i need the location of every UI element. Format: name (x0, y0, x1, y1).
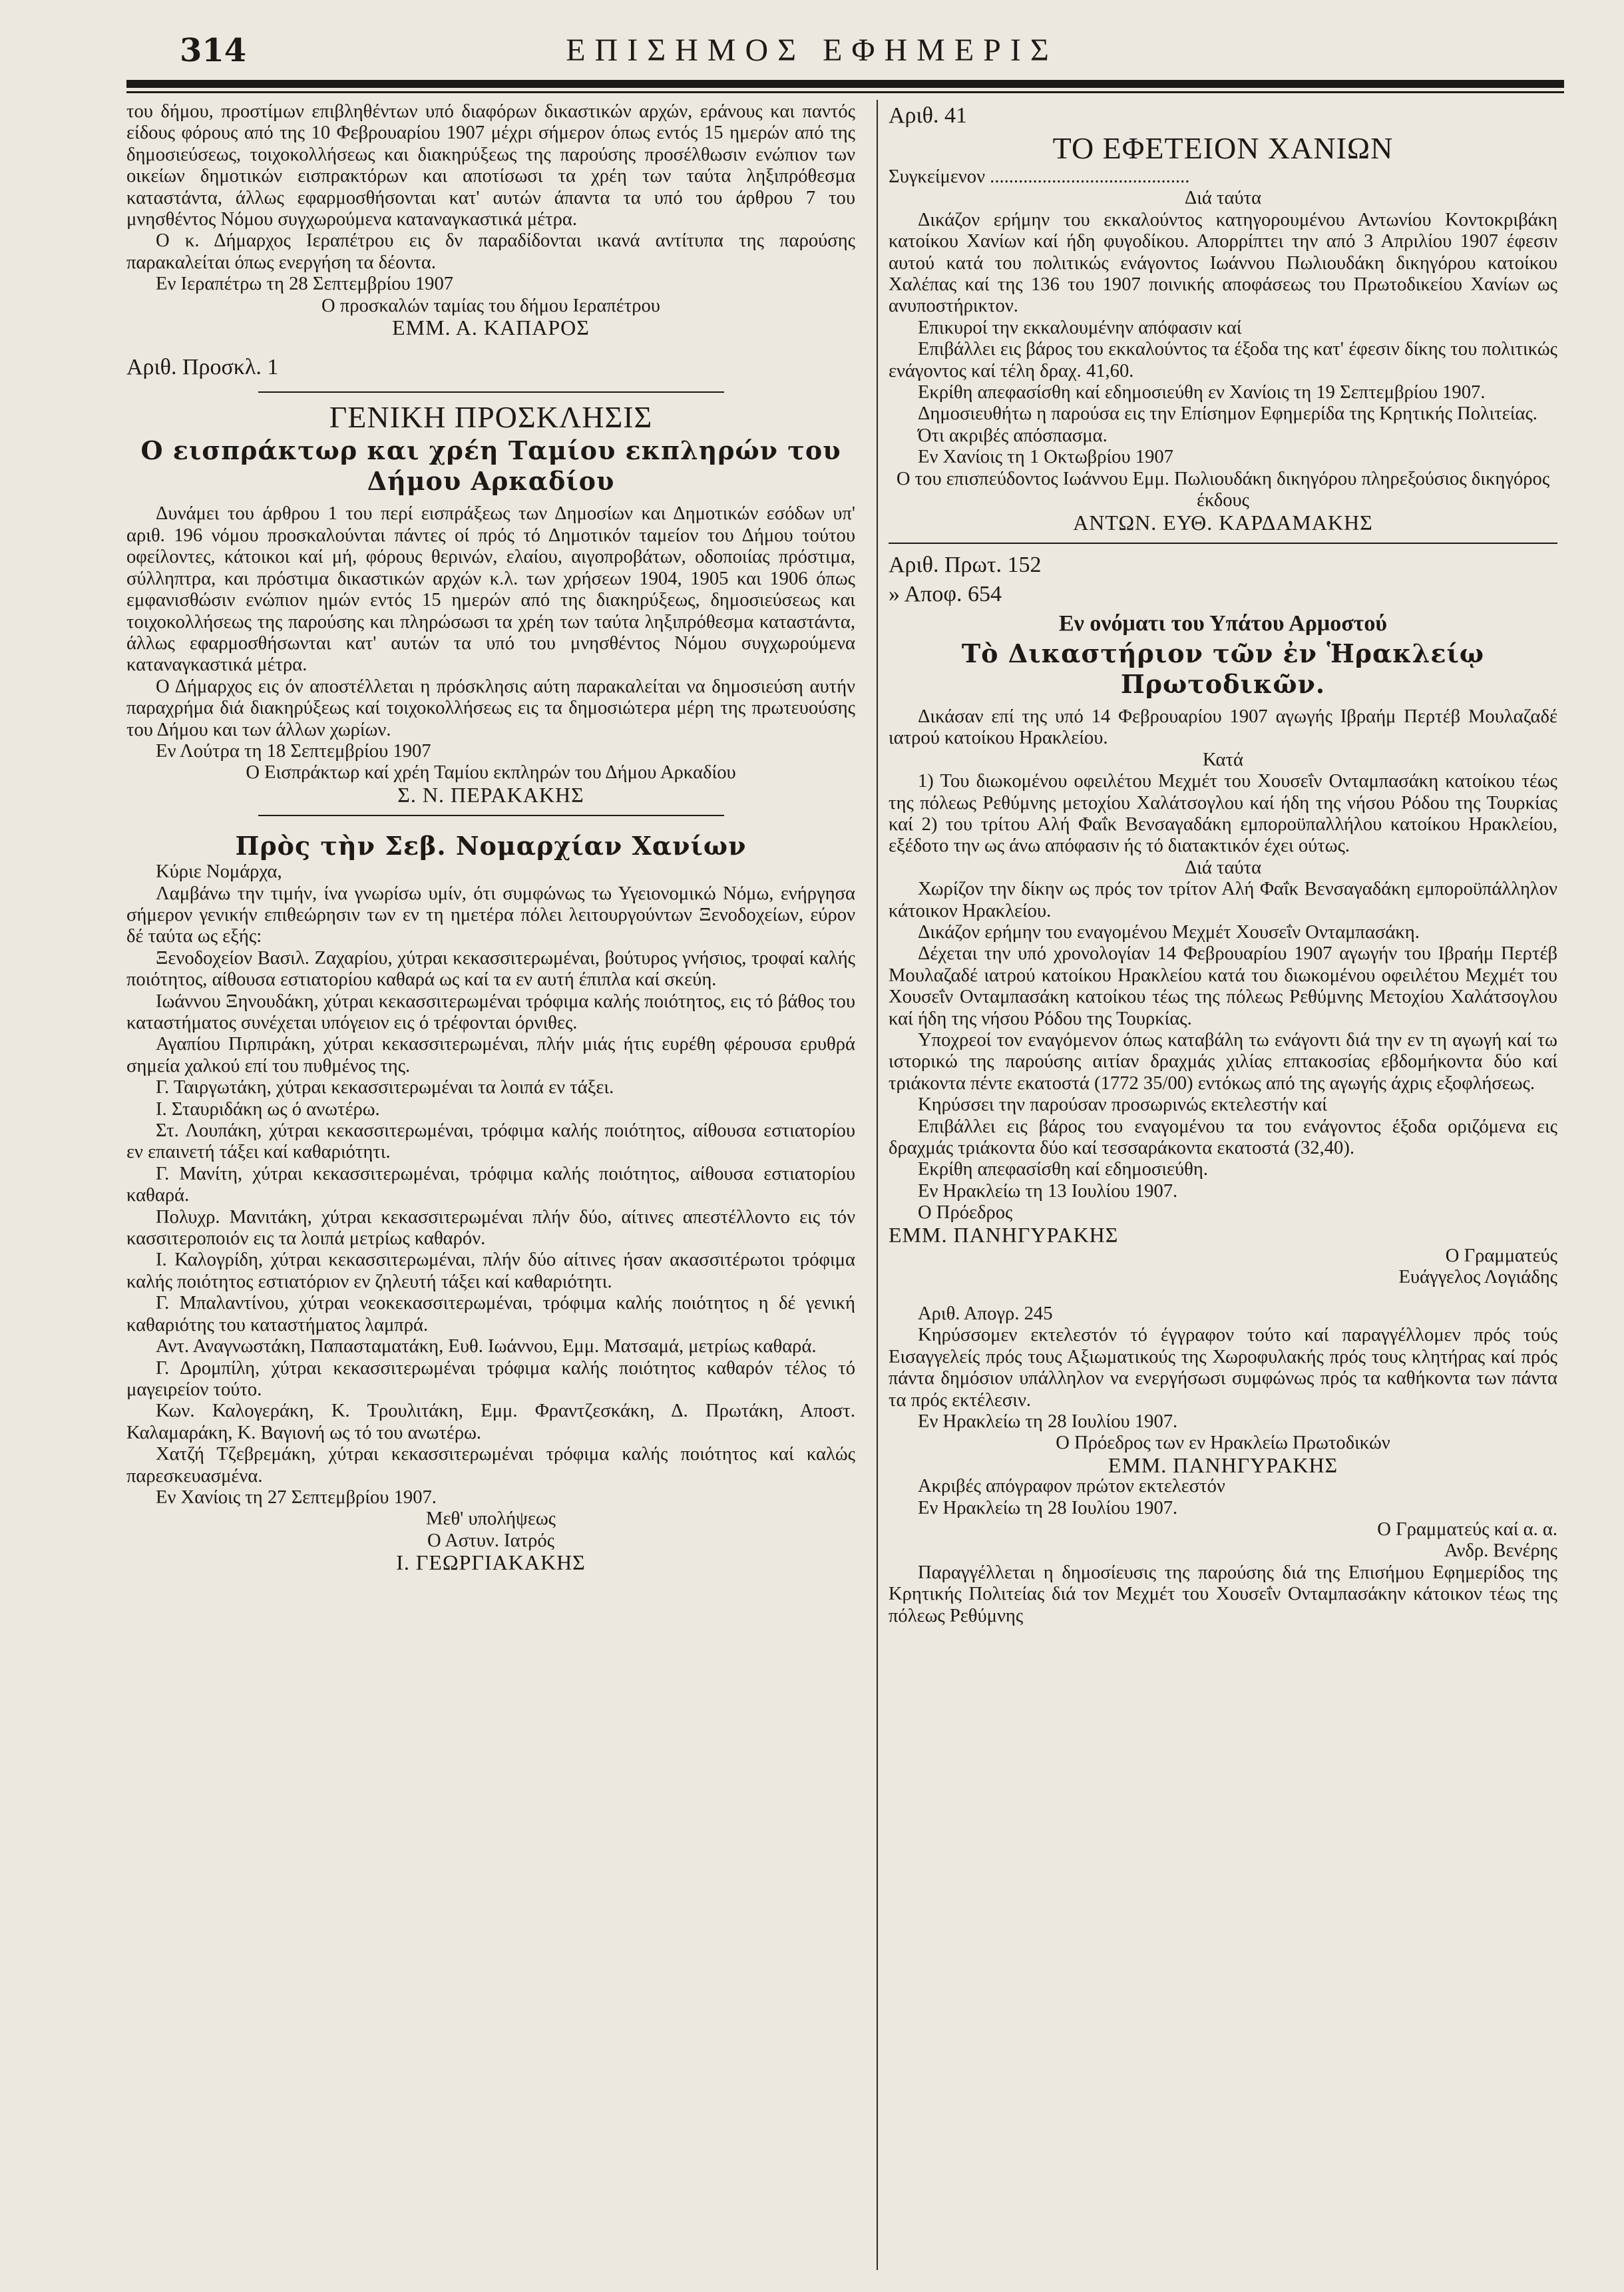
reference-number: Αριθ. 41 (889, 103, 967, 128)
paragraph: Επιβάλλει εις βάρος του εκκαλούντος τα έξοδα της κατ' έφεσιν δίκης του πολιτικώς ενάγοντος καί τέλη δραχ. 41,60. (889, 339, 1557, 381)
signatory-name: ΕΜΜ. ΠΑΝΗΓΥΡΑΚΗΣ (1108, 1453, 1338, 1477)
column-divider (877, 100, 878, 2270)
date-line: Εν Λούτρα τη 18 Σεπτεμβρίου 1907 (156, 740, 431, 762)
paragraph: Επιβάλλει εις βάρος του εναγομένου τα του ενάγοντος έξοδα οριζόμενα εις δραχμάς τριάκοντα δύο καί τεσσαράκοντα εκατοστά (32,40). (889, 1116, 1557, 1159)
signatory-title: Ο προσκαλών ταμίας του δήμου Ιεραπέτρου (321, 295, 660, 316)
reference-number: » Αποφ. 654 (889, 581, 1002, 606)
paragraph: Ιωάννου Ξηνουδάκη, χύτραι κεκασσιτερωμέναι τρόφιμα καλής ποιότητος, εις τό βάθος του καταστήματος συνέχεται υπόγειον εις ό τρέφονται όρνιθες. (126, 991, 855, 1033)
paragraph: Γ. Ταιργωτάκη, χύτραι κεκασσιτερωμέναι τα λοιπά εν τάξει. (156, 1077, 614, 1098)
date-line: Εν Ιεραπέτρω τη 28 Σεπτεμβρίου 1907 (156, 274, 454, 295)
reference-number: Αριθ. Πρωτ. 152 (889, 552, 1042, 577)
paragraph: Γ. Δρομπίλη, χύτραι κεκασσιτερωμέναι τρόφιμα καλής ποιότητος καθαρόν τέλος τό μαγειρείον τούτο. (126, 1357, 855, 1400)
paragraph: Ακριβές απόγραφον πρώτον εκτελεστόν (918, 1476, 1225, 1497)
paragraph: Κηρύσσει την παρούσαν προσωρινώς εκτελεστήν καί (918, 1094, 1327, 1116)
paragraph: Επικυροί την εκκαλουμένην απόφασιν καί (918, 317, 1242, 338)
page-number: 314 (180, 32, 247, 69)
paragraph: Ο κ. Δήμαρχος Ιεραπέτρου εις δν παραδίδονται ικανά αντίτυπα της παρούσης παρακαλείται όπως ενεργήση τα δέοντα. (126, 230, 855, 273)
signatory-title: Ο Γραμματεύς (1445, 1246, 1557, 1267)
invocation: Εν ονόματι του Υπάτου Αρμοστού (1058, 610, 1388, 636)
paragraph: Ι. Καλογρίδη, χύτραι κεκασσιτερωμέναι, πλήν δύο αίτινες ήσαν ακασσιτέρωτοι τρόφιμα καλής ποιότητος εστιατόριον εν ζηλευτή τάξει καί καθαριότητι. (126, 1250, 855, 1292)
paragraph: Εκρίθη απεφασίσθη καί εδημοσιεύθη. (918, 1159, 1208, 1180)
paragraph: Παραγγέλλεται η δημοσίευσις της παρούσης διά της Επισήμου Εφημερίδος της Κρητικής Πολιτείας διά τον Μεχμέτ του Χουσεΐν Ονταμπασάκην κάτοικον τέως της πόλεως Ρεθύμνης (889, 1562, 1557, 1626)
paragraph: Γ. Μανίτη, χύτραι κεκασσιτερωμέναι, τρόφιμα καλής ποιότητος, αίθουσα εστιατορίου καθαρά. (126, 1163, 855, 1206)
date-line: Εν Χανίοις τη 27 Σεπτεμβρίου 1907. (156, 1487, 437, 1508)
salutation: Κύριε Νομάρχα, (156, 861, 282, 883)
paragraph: Αντ. Αναγνωστάκη, Παπασταματάκη, Ευθ. Ιωάννου, Εμμ. Ματσαμά, μετρίως καθαρά. (156, 1336, 817, 1357)
date-line: Εν Ηρακλείω τη 28 Ιουλίου 1907. (918, 1411, 1178, 1432)
paragraph: Γ. Μπαλαντίνου, χύτραι νεοκεκασσιτερωμέναι, τρόφιμα καλής ποιότητος η δέ γενική καθαριότης του καταστήματος λαμπρά. (126, 1293, 855, 1335)
subheading: Κατά (1202, 749, 1244, 770)
paragraph: Υποχρεοί τον εναγόμενον όπως καταβάλη τω ενάγοντι διά την εν τη αγωγή καί τω ιστορικώ της παρούσης αιτίαν δραχμάς χιλίας επτακοσίας εβδομήκοντα δύο καί τριάκοντα πέντε εκατοστά (1772 35/00) εντόκως από της αγωγής άχρις εξοφλήσεως. (889, 1030, 1557, 1094)
paragraph: Ι. Σταυριδάκη ως ό ανωτέρω. (156, 1098, 380, 1120)
paragraph: Δικάσαν επί της υπό 14 Φεβρουαρίου 1907 αγωγής Ιβραήμ Περτέβ Μουλαζαδέ ιατρού κατοίκου Ηρακλείου. (889, 706, 1557, 749)
paragraph: Χωρίζον την δίκην ως πρός τον τρίτον Αλή Φαΐκ Βενσαγαδάκη εμποροϋπάλληλον κάτοικον Ηρακλείου. (889, 879, 1557, 921)
signatory-name: Ευάγγελος Λογιάδης (1398, 1267, 1557, 1288)
subheading: Διά ταύτα (1184, 188, 1262, 209)
signatory-title: Ο Αστυν. Ιατρός (427, 1530, 555, 1551)
signatory-name: Ι. ΓΕΩΡΓΙΑΚΑΚΗΣ (396, 1550, 586, 1575)
subheading: Διά ταύτα (1184, 857, 1262, 878)
left-column (126, 101, 855, 1574)
paragraph: Ότι ακριβές απόσπασμα. (918, 425, 1108, 446)
signatory-title: Ο Πρόεδρος (918, 1202, 1013, 1224)
header-rule-thin (126, 91, 1564, 93)
date-line: Εν Χανίοις τη 1 Οκτωβρίου 1907 (918, 447, 1173, 468)
paragraph: του δήμου, προστίμων επιβληθέντων υπό διαφόρων δικαστικών αρχών, εράνους και παντός είδους φόρους από της 10 Φεβρουαρίου 1907 μέχρι σήμερον όπως εντός 15 ημερών από της δημοσιεύσεως, τοιχοκολλήσεως και διακηρύξεως της παρούσης προσέλθωσιν ενώπιον των οικείων δημοτικών εισπρακτόρων και αποτίσωσι τα χρέη των ταύτα ληξιπρόθεσμα καταστάντα, άλλως εφαρμοσθήσονται κατ' αυτών άπαντα τα υπό του άρθρου 7 του μνησθέντος Νόμου συγχωρούμενα καταναγκαστικά μέτρα. (126, 101, 855, 230)
paragraph: Δικάζον ερήμην του εκκαλούντος κατηγορουμένου Αντωνίου Κοντοκριβάκη κατοίκου Χανίων καί ήδη φυγοδίκου. Απορρίπτει την από 3 Απριλίου 1907 έφεσιν αυτού κατά του πολιτικώς ενάγοντος Ιωάννου Πωλιουδάκη δικηγόρου κατοίκου Χαλέπας καί της 136 του 1907 ποινικής αποφάσεως του Πρωτοδικείου Χανίων ως ανυποστήρικτον. (889, 209, 1557, 317)
paragraph: Λαμβάνω την τιμήν, ίνα γνωρίσω υμίν, ότι συμφώνως τω Υγειονομικώ Νόμω, ενήργησα σήμερον γενικήν επιθεώρησιν των εν τη ημετέρα πόλει λειτουργούντων Ξενοδοχείων, εύρον δέ ταύτα ως εξής: (126, 883, 855, 947)
paragraph: Πολυχρ. Μανιτάκη, χύτραι κεκασσιτερωμέναι πλήν δύο, αίτινες απεστέλλοντο εις τόν κασσιτεροποιόν εις τα λοιπά μετρίως καθαρόν. (126, 1206, 855, 1250)
paragraph: Χατζή Τζεβρεμάκη, χύτραι κεκασσιτερωμέναι τρόφιμα καλής ποιότητος καί καλώς παρεσκευασμένα. (126, 1444, 855, 1487)
signatory-name: ΕΜΜ. Α. ΚΑΠΑΡΟΣ (392, 316, 590, 340)
paragraph: Δημοσιευθήτω η παρούσα εις την Επίσημον Εφημερίδα της Κρητικής Πολιτείας. (918, 403, 1537, 425)
signatory-title: Ο Πρόεδρος των εν Ηρακλείω Πρωτοδικών (1056, 1433, 1390, 1454)
signatory-name: ΑΝΤΩΝ. ΕΥΘ. ΚΑΡΔΑΜΑΚΗΣ (1073, 510, 1373, 535)
reference-number: Αριθ. Απογρ. 245 (918, 1303, 1053, 1324)
signatory-name: ΕΜΜ. ΠΑΝΗΓΥΡΑΚΗΣ (889, 1222, 1119, 1247)
paragraph: Ξενοδοχείον Βασιλ. Ζαχαρίου, χύτραι κεκασσιτερωμέναι, βούτυρος γνήσιος, τροφαί καλής ποιότητος, αίθουσα εστιατορίου καθαρά ως καί τα εν αυτή έπιπλα καί σκεύη. (126, 947, 855, 991)
section-title: Πρὸς τὴν Σεβ. Νομαρχίαν Χανίων (235, 831, 747, 861)
section-rule (258, 815, 724, 816)
paragraph: Ο Δήμαρχος εις όν αποστέλλεται η πρόσκλησις αύτη παρακαλείται να δημοσιεύση αυτήν παραχρήμα διά διακηρύξεως καί τοιχοκολλήσεως εις τα δημοσιώτερα μέρη της πρωτευούσης του Δήμου και των άλλων χωρίων. (126, 676, 855, 740)
paragraph: Συγκείμενον .......................................... (889, 166, 1190, 187)
signatory-name: Σ. Ν. ΠΕΡΑΚΑΚΗΣ (397, 782, 584, 807)
paragraph: Δέχεται την υπό χρονολογίαν 14 Φεβρουαρίου 1907 αγωγήν του Ιβραήμ Περτέβ Μουλαζαδέ ιατρού κατοίκου Ηρακλείου κατά του διωκομένου οφειλέτου Μεχμέτ του Χουσεΐν Ονταμπασάκη κατοίκου τέως της πόλεως Ρεθύμνης Μετοχίου Χαλάτσογλου καί ήδη της νήσου Ρόδου της Τουρκίας. (889, 943, 1557, 1029)
newspaper-title: ΕΠΙΣΗΜΟΣ ΕΦΗΜΕΡΙΣ (566, 33, 1058, 68)
section-rule (258, 391, 724, 393)
paragraph: Στ. Λουπάκη, χύτραι κεκασσιτερωμέναι, τρόφιμα καλής ποιότητος, αίθουσα εστιατορίου εν επαινετή τάξει καί καθαριότητι. (126, 1120, 855, 1163)
signatory-name: Ανδρ. Βενέρης (1444, 1540, 1557, 1562)
signatory-title: Ο Εισπράκτωρ καί χρέη Ταμίου εκπληρών του Δήμου Αρκαδίου (246, 762, 736, 784)
section-subtitle: Ο εισπράκτωρ και χρέη Ταμίου εκπληρών του Δήμου Αρκαδίου (140, 435, 841, 497)
right-column (889, 101, 1557, 1627)
section-title: ΓΕΝΙΚΗ ΠΡΟΣΚΛΗΣΙΣ (329, 400, 653, 435)
signatory-title: Ο του επισπεύδοντος Ιωάννου Εμμ. Πωλιουδάκη δικηγόρου πληρεξούσιος δικηγόρος έκδους (896, 468, 1550, 511)
closing: Μεθ' υπολήψεως (426, 1508, 556, 1530)
section-title: ΤΟ ΕΦΕΤΕΙΟΝ ΧΑΝΙΩΝ (1052, 131, 1394, 165)
date-line: Εν Ηρακλείω τη 13 Ιουλίου 1907. (918, 1180, 1178, 1202)
paragraph: Αγαπίου Πιρπιράκη, χύτραι κεκασσιτερωμέναι, πλήν μιάς ήτις ευρέθη φέρουσα ερυθρά σημεία χαλκού επί του πυθμένος της. (126, 1034, 855, 1076)
paragraph: Κων. Καλογεράκη, Κ. Τρουλιτάκη, Εμμ. Φραντζεσκάκη, Δ. Πρωτάκη, Αποστ. Καλαμαράκη, Κ. Βαγιονή ως τό του ανωτέρω. (126, 1401, 855, 1443)
paragraph: Εκρίθη απεφασίσθη καί εδημοσιεύθη εν Χανίοις τη 19 Σεπτεμβρίου 1907. (918, 382, 1486, 403)
date-line: Εν Ηρακλείω τη 28 Ιουλίου 1907. (918, 1497, 1178, 1518)
paragraph: Δυνάμει του άρθρου 1 του περί εισπράξεως των Δημοσίων και Δημοτικών εσόδων υπ' αριθ. 196 νόμου προσκαλούνται πάντες οί πρός τό Δημοτικόν ταμείον του Δήμου τούτου οφείλοντες, κάτοικοι καί μή, φόρους θερινών, ελαίου, αιγοπροβάτων, οδοποιίας πρόστιμα, σύλληπτρα, και πρόστιμα δικαστικών αρχών κ.λ. των χρήσεων 1904, 1905 και 1906 όπως εμφανισθώσιν ενώπιον ημών εντός 15 ημερών από της διακηρύξεως, δημοσιεύσεως και τοιχοκολλήσεως της παρούσης και πληρώσωσι τα χρέη των ταύτα ληξιπρόθεσμα καταστάντα, άλλως εφαρμοσθήσωνται κατ' αυτών τα υπό του μνησθέντος Νόμου συγχωρούμενα καταναγκαστικά μέτρα. (126, 503, 855, 676)
reference-number: Αριθ. Προσκλ. 1 (126, 355, 279, 380)
signatory-title: Ο Γραμματεύς καί α. α. (1377, 1518, 1557, 1540)
section-rule (889, 543, 1557, 544)
paragraph: Κηρύσσομεν εκτελεστόν τό έγγραφον τούτο καί παραγγέλλομεν πρός τούς Εισαγγελείς πρός τους Αξιωματικούς της Χωροφυλακής πρός τους κλητήρας καί πρός πάντα δημόσιον υπάλληλον να ενεργήσωσι συμφώνως πρός τα καθήκοντα των πάντα τα πρός εκτέλεσιν. (889, 1325, 1557, 1411)
section-title: Τὸ Δικαστήριον τῶν ἐν Ἡρακλείῳ Πρωτοδικῶν. (961, 638, 1485, 699)
paragraph: 1) Του διωκομένου οφειλέτου Μεχμέτ του Χουσεΐν Ονταμπασάκη κατοίκου τέως της πόλεως Ρεθύμνης μετοχίου Χαλάτσογλου καί ήδη της νήσου Ρόδου της Τουρκίας καί 2) του τρίτου Αλή Φαΐκ Βενσαγαδάκη εμποροϋπαλλήλου κατοίκου Ηρακλείου, εξέδοτο την ως άνω απόφασιν ής τό διατακτικόν έχει ούτως. (889, 771, 1557, 857)
header-rule (126, 80, 1564, 88)
paragraph: Δικάζον ερήμην του εναγομένου Μεχμέτ Χουσεΐν Ονταμπασάκη. (918, 921, 1420, 943)
